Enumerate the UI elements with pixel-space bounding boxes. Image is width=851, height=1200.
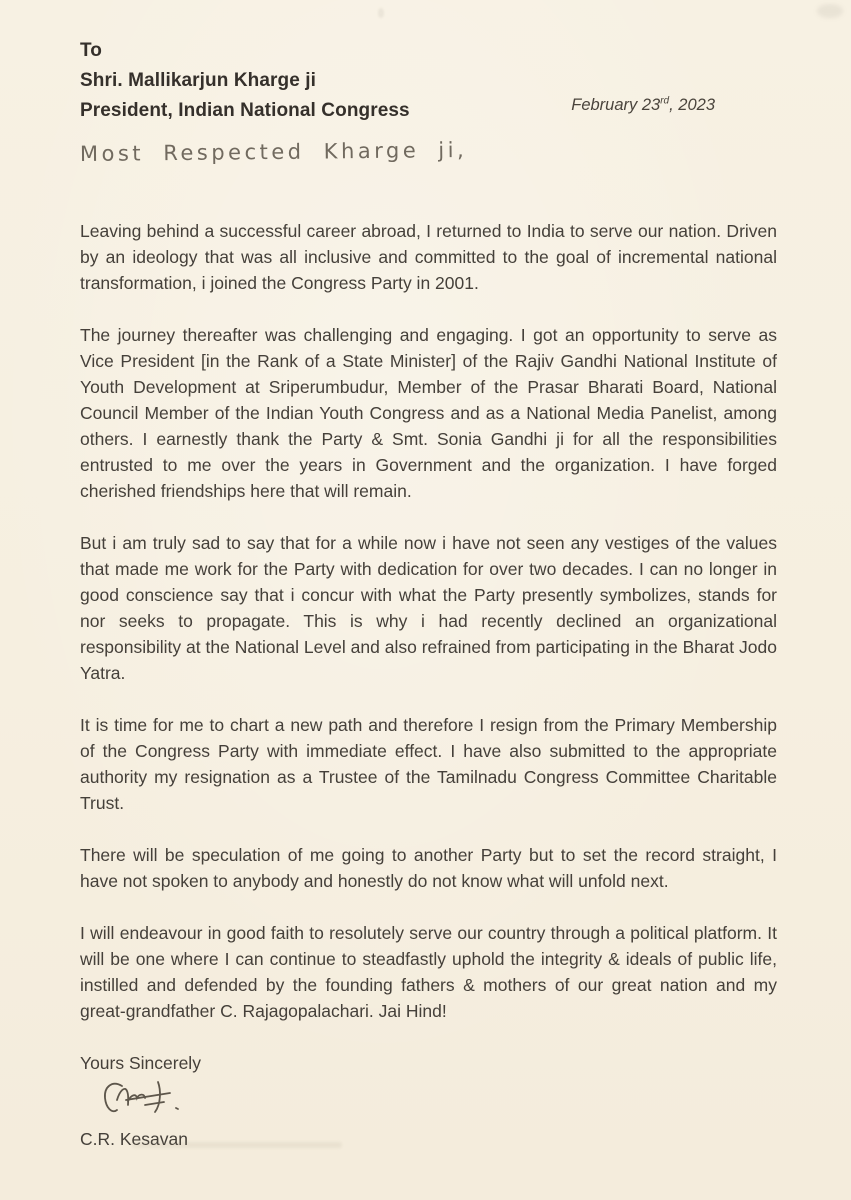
closing-block	[80, 1050, 777, 1152]
date-prefix: February 23	[571, 96, 661, 114]
paragraph-3: But i am truly sad to say that for a while now i have not seen any vestiges of the values that made me work for the Party with dedication for over two decades. I can no longer in good conscience say that i concur with what the Party presently symbolizes, stands for nor seeks to propagate. This is why i had recently declined an organizational responsibility at the National Level and also refrained from participating in the Bharat Jodo Yatra.	[80, 533, 777, 683]
paragraph-5: There will be speculation of me going to another Party but to set the record straight, I have not spoken to anybody and honestly do not know what will unfold next.	[80, 845, 777, 891]
signature	[98, 1078, 208, 1124]
paragraph-1: Leaving behind a successful career abroad, I returned to India to serve our nation. Driven by an ideology that was all inclusive and committed to the goal of incremental national transformation, i joined the Congress Party in 2001.	[80, 221, 777, 293]
closing-salutation: Yours Sincerely	[80, 1053, 201, 1073]
paragraph-6: I will endeavour in good faith to resolutely serve our country through a political platform. It will be one where I can continue to steadfastly uphold the integrity & ideals of public life, instilled and defended by the founding fathers & mothers of our great nation and my great-grandfather C. Rajagopalachari. Jai Hind!	[80, 923, 777, 1021]
address-to-label: To	[80, 40, 103, 61]
paragraph-4: It is time for me to chart a new path and therefore I resign from the Primary Membership of the Congress Party with immediate effect. I have also submitted to the appropriate authority my resignation as a Trustee of the Tamilnadu Congress Committee Charitable Trust.	[80, 715, 777, 813]
recipient-title: President, Indian National Congress	[80, 100, 410, 121]
letter-body	[80, 218, 777, 1024]
letter-date	[571, 96, 715, 115]
date-suffix: , 2023	[669, 96, 715, 114]
handwritten-greeting: Most Respected Kharge ji,	[79, 137, 468, 166]
recipient-name: Shri. Mallikarjun Kharge ji	[80, 70, 317, 91]
scan-artifact	[378, 8, 384, 18]
date-ordinal-superscript: rd	[660, 95, 670, 107]
scan-artifact	[817, 4, 843, 18]
letter-header	[80, 36, 777, 126]
signer-name: C.R. Kesavan	[80, 1129, 188, 1149]
paragraph-2: The journey thereafter was challenging and engaging. I got an opportunity to serve as Vice President [in the Rank of a State Minister] of the Rajiv Gandhi National Institute of Youth Development at Sriperumbudur, Member of the Prasar Bharati Board, National Council Member of the Indian Youth Congress and as a National Media Panelist, among others. I earnestly thank the Party & Smt. Sonia Gandhi ji for all the responsibilities entrusted to me over the years in Government and the organization. I have forged cherished friendships here that will remain.	[80, 325, 777, 501]
